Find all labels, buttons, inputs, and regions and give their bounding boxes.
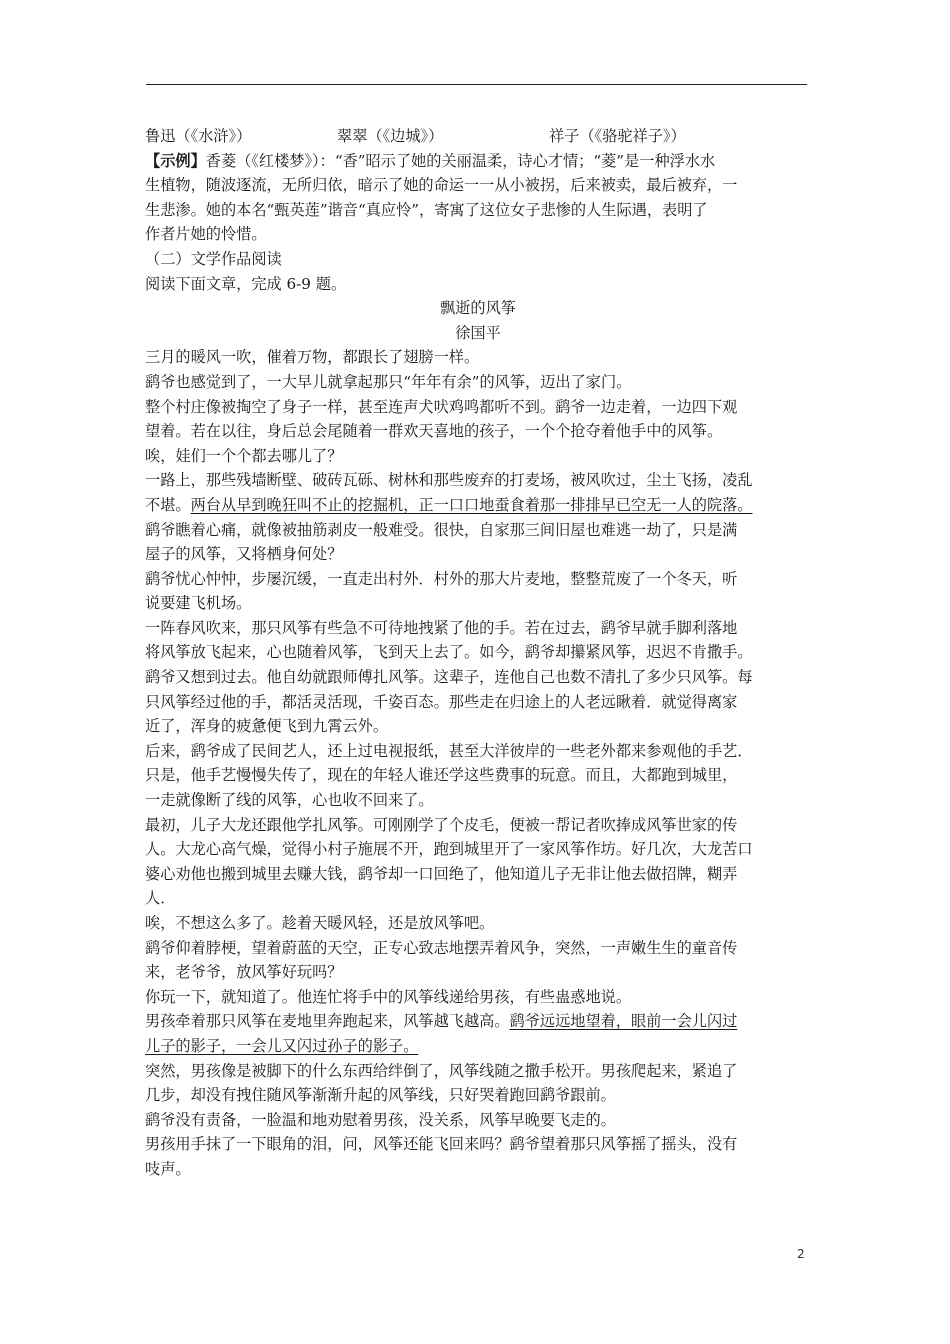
paragraph-line: 三月的暖风一吹，催着万物，都跟长了翅膀一样。 bbox=[145, 348, 480, 367]
paragraph-line: 人。大龙心高气燥，觉得小村子施展不开，跑到城里开了一家风筝作坊。好几次，大龙苦口 bbox=[145, 840, 753, 859]
paragraph-line: 突然，男孩像是被脚下的什么东西给绊倒了，风筝线随之撒手松开。男孩爬起来，紧追了 bbox=[145, 1061, 738, 1080]
paragraph-line: 吱声。 bbox=[145, 1159, 191, 1178]
paragraph-line: 望着。若在以往，身后总会尾随着一群欢天喜地的孩子，一个个抢夺着他手中的风筝。 bbox=[145, 422, 723, 441]
paragraph-line: 屋子的风筝，又将栖身何处？ bbox=[145, 545, 343, 564]
paragraph-line: 人． bbox=[145, 889, 176, 908]
paragraph-line: 整个村庄像被掏空了身子一样，甚至连声犬吠鸡鸣都听不到。鹞爷一边走着，一边四下观 bbox=[145, 397, 738, 416]
paragraph-line bbox=[145, 1009, 811, 1034]
name-item-xiangzi: 祥子（《骆驼祥子》） bbox=[549, 127, 686, 145]
page-content bbox=[145, 124, 811, 1182]
paragraph-line bbox=[145, 1034, 811, 1059]
paragraph-line: 来，老爷爷，放风筝好玩吗？ bbox=[145, 963, 343, 982]
article-author: 徐国平 bbox=[455, 323, 501, 342]
example-line-2: 生植物，随波逐流，无所归依，暗示了她的命运一一从小被拐，后来被卖，最后被弃，一 bbox=[145, 176, 738, 195]
underlined-sentence-gazing: 鹞爷远远地望着，眼前一会儿闪过 bbox=[509, 1012, 738, 1031]
paragraph-line: 一走就像断了线的风筝，心也收不回来了。 bbox=[145, 791, 434, 810]
paragraph-line: 只风筝经过他的手，都活灵活现，千姿百态。那些走在归途上的人老远瞅着．就觉得离家 bbox=[145, 692, 738, 711]
paragraph-text: 男孩牵着那只风筝在麦地里奔跑起来，风筝越飞越高。 bbox=[145, 1012, 510, 1031]
article-title: 飘逝的风筝 bbox=[440, 299, 516, 318]
underlined-sentence-excavators: 两台从早到晚狂叫不止的挖掘机，正一口口地蚕食着那一排排早已空无一人的院落。 bbox=[190, 495, 753, 514]
header-rule bbox=[146, 84, 807, 85]
paragraph-line bbox=[145, 493, 811, 518]
paragraph-line: 鹞爷瞧着心痛，就像被抽筋剥皮一般难受。很快，自家那三间旧屋也难逃一劫了，只是满 bbox=[145, 520, 738, 539]
paragraph-line: 唉，娃们一个个都去哪儿了？ bbox=[145, 446, 343, 465]
reading-instruction: 阅读下面文章，完成 6-9 题。 bbox=[145, 274, 347, 293]
name-item-cuicui: 翠翠（《边城》） bbox=[337, 127, 444, 145]
paragraph-line: 一路上，那些残墙断壁、破砖瓦砾、树林和那些废弃的打麦场，被风吹过，尘土飞扬，凌乱 bbox=[145, 471, 753, 490]
paragraph-line: 只是，他手艺慢慢失传了，现在的年轻人谁还学这些费事的玩意。而且，大都跑到城里， bbox=[145, 766, 738, 785]
character-names-row bbox=[145, 124, 811, 149]
paragraph-line: 你玩一下，就知道了。他连忙将手中的风筝线递给男孩，有些蛊惑地说。 bbox=[145, 987, 631, 1006]
paragraph-line: 几步，却没有拽住随风筝渐渐升起的风筝线，只好哭着跑回鹞爷跟前。 bbox=[145, 1086, 616, 1105]
paragraph-line: 近了，浑身的疲惫便飞到九霄云外。 bbox=[145, 717, 388, 736]
paragraph-line: 一阵春风吹来，那只风筝有些急不可待地拽紧了他的手。若在过去，鹞爷早就手脚利落地 bbox=[145, 618, 738, 637]
paragraph-line: 后来，鹞爷成了民间艺人，还上过电视报纸，甚至大洋彼岸的一些老外都来参观他的手艺． bbox=[145, 741, 753, 760]
section-heading: （二）文学作品阅读 bbox=[145, 249, 282, 268]
example-line-4: 作者片她的怜惜。 bbox=[145, 225, 267, 244]
paragraph-line: 说要建飞机场。 bbox=[145, 594, 252, 613]
example-line-1 bbox=[145, 149, 811, 174]
paragraph-line: 鹞爷没有责备，一脸温和地劝慰着男孩，没关系，风筝早晚要飞走的。 bbox=[145, 1110, 616, 1129]
name-item-luxun: 鲁迅（《水浒》） bbox=[145, 127, 252, 145]
paragraph-line: 男孩用手抹了一下眼角的泪，问，风筝还能飞回来吗？鹞爷望着那只风筝摇了摇头，没有 bbox=[145, 1135, 738, 1154]
paragraph-line: 鹞爷忧心忡忡，步屡沉缓，一直走出村外．村外的那大片麦地，整整荒废了一个冬天，听 bbox=[145, 569, 738, 588]
paragraph-line: 鹞爷又想到过去。他自幼就跟师傅扎风筝。这辈子，连他自己也数不清扎了多少只风筝。每 bbox=[145, 668, 753, 687]
paragraph-text: 不堪。 bbox=[145, 495, 191, 514]
paragraph-line: 婆心劝他也搬到城里去赚大钱，鹞爷却一口回绝了，他知道儿子无非让他去做招牌，糊弄 bbox=[145, 864, 738, 883]
example-tag: 【示例】 bbox=[145, 151, 206, 170]
underlined-sentence-gazing-cont: 儿子的影子，一会儿又闪过孙子的影子。 bbox=[145, 1036, 419, 1055]
page-number: 2 bbox=[797, 1247, 805, 1261]
paragraph-line: 鹞爷仰着脖梗，望着蔚蓝的天空，正专心致志地摆弄着风争，突然，一声嫩生生的童音传 bbox=[145, 938, 738, 957]
paragraph-line: 将风筝放飞起来，心也随着风筝，飞到天上去了。如今，鹞爷却攥紧风筝，迟迟不肯撒手。 bbox=[145, 643, 753, 662]
example-line-3: 生悲渗。她的本名“甄英莲”谐音“真应怜”，寄寓了这位女子悲惨的人生际遇，表明了 bbox=[145, 200, 708, 219]
example-text-1: 香菱（《红楼梦》）：“香”昭示了她的关丽温柔，诗心才情；“菱”是一种浮水水 bbox=[205, 151, 716, 170]
paragraph-line: 唉，不想这么多了。趁着天暖风轻，还是放风筝吧。 bbox=[145, 914, 495, 932]
paragraph-line: 鹞爷也感觉到了，一大早儿就拿起那只“年年有余”的风筝，迈出了家门。 bbox=[145, 372, 632, 391]
paragraph-line: 最初，儿子大龙还跟他学扎风筝。可刚刚学了个皮毛，便被一帮记者吹捧成风筝世家的传 bbox=[145, 815, 738, 834]
